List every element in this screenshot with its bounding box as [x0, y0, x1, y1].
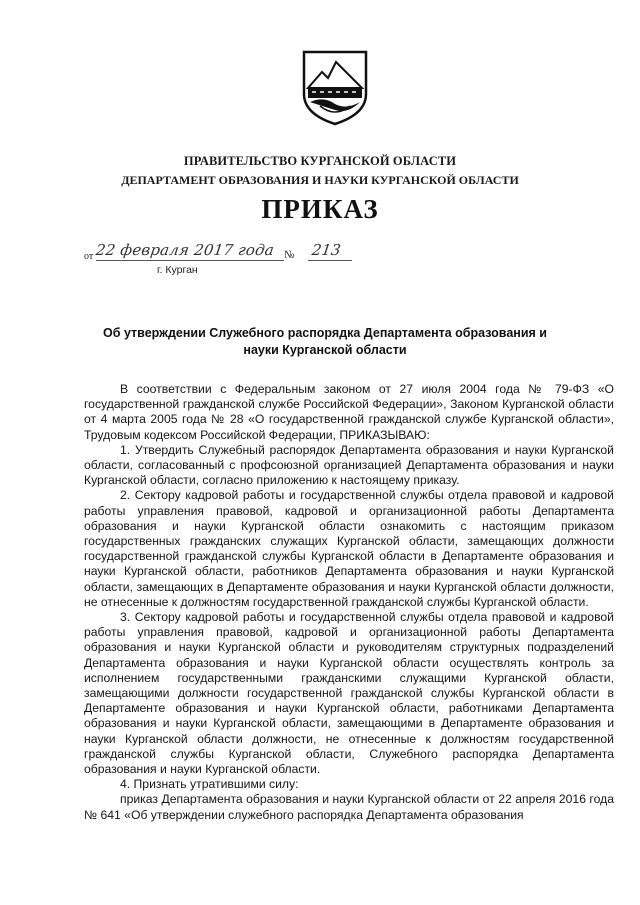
clause-4-item: приказ Департамента образования и науки Курганской области от 22 апреля 2016 года № 641 «Об утверждении служебного распорядка Департамента образования: [84, 792, 614, 822]
coat-of-arms-icon: [300, 48, 370, 126]
handwritten-number: 213: [310, 241, 342, 259]
document-title: Об утверждении Служебного распорядка Департамента образования и науки Курганской области: [103, 326, 547, 357]
organization-name: ПРАВИТЕЛЬСТВО КУРГАНСКОЙ ОБЛАСТИ: [183, 154, 457, 168]
clause-3: 3. Сектору кадровой работы и государственной службы отдела правовой и кадровой работы управления правовой, кадровой и организационной работы Департамента образования и науки Курганской области и руководителям структурных подразделений Департамента образования и науки Курганской области осуществлять контроль за исполнением государственными гражданскими служащими Курганской области, замещающими должности государственной гражданской службы Курганской области в Департаменте образования и науки Курганской области, работниками Департамента образования и науки Курганской области, замещающими в Департаменте образования и науки Курганской области должности, не отнесенные к должностям государственной гражданской службы Курганской области, Служебного распорядка Департамента образования и науки Курганской области.: [84, 610, 614, 777]
clause-4: 4. Признать утратившими силу:: [120, 777, 299, 792]
clause-2: 2. Сектору кадровой работы и государственной службы отдела правовой и кадровой работы управления правовой, кадровой и организационной работы Департамента образования и науки Курганской области ознакомить с настоящим приказом государственных гражданских служащих Курганской области, замещающих должности государственной гражданской службы Курганской области в Департаменте образования и науки Курганской области, работников Департамента образования и науки Курганской области, замещающих в Департаменте образования и науки Курганской области должности, не отнесенные к должностям государственной гражданской службы Курганской области.: [84, 488, 614, 609]
clause-1: 1. Утвердить Служебный распорядок Департамента образования и науки Курганской области, согласованный с профсоюзной организацией Департамента образования и науки Курганской области, согласно приложению к настоящему приказу.: [84, 442, 614, 488]
number-label: №: [284, 249, 295, 261]
document-type: ПРИКАЗ: [261, 194, 379, 224]
date-number-line: [84, 243, 364, 273]
document-body: [84, 382, 614, 823]
handwritten-date: 22 февраля 2017 года: [94, 241, 276, 259]
number-underline: [308, 260, 352, 261]
department-name: ДЕПАРТАМЕНТ ОБРАЗОВАНИЯ И НАУКИ КУРГАНСКОЙ ОБЛАСТИ: [121, 173, 519, 187]
preamble-paragraph: В соответствии с Федеральным законом от 27 июля 2004 года № 79-ФЗ «О государственной гражданской службе Российской Федерации», Законом Курганской области от 4 марта 2005 года № 28 «О государственной гражданской службе Курганской области», Трудовым кодексом Российской Федерации, ПРИКАЗЫВАЮ:: [84, 382, 614, 442]
city: г. Курган: [157, 264, 198, 276]
date-underline: [96, 260, 284, 261]
date-prefix: от: [84, 251, 94, 262]
